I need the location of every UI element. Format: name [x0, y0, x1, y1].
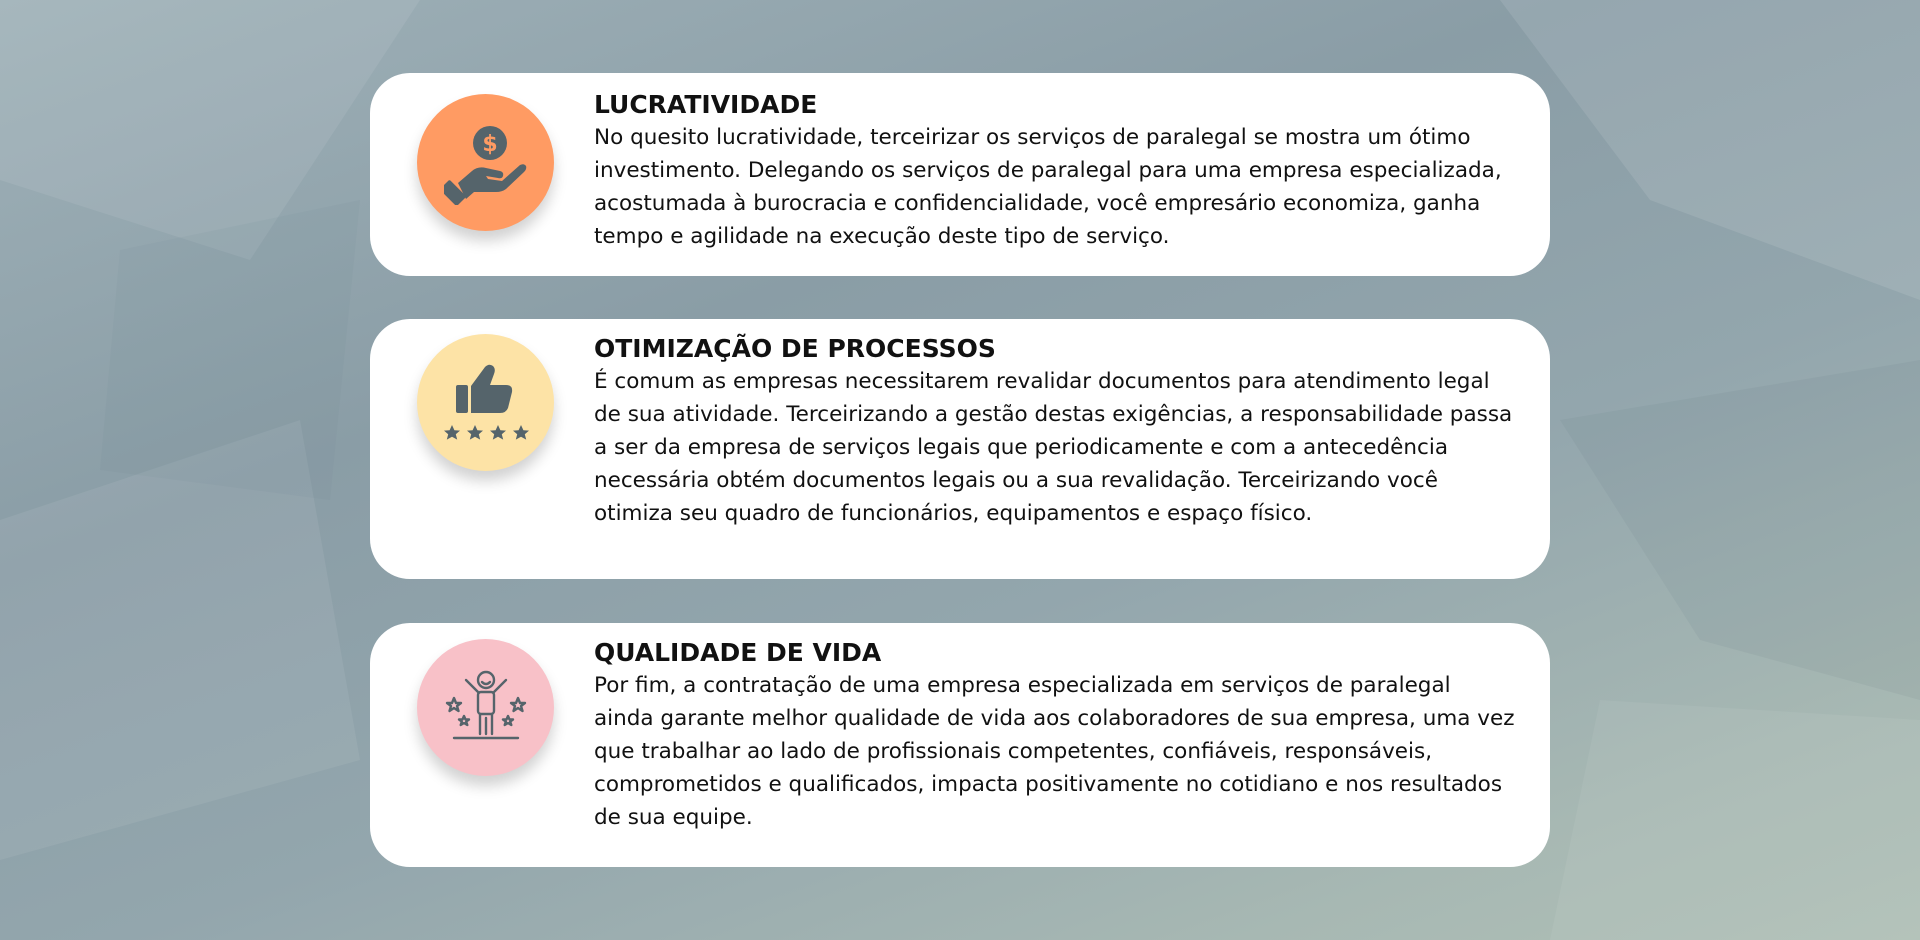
card-lucratividade	[370, 73, 1550, 276]
card-text-block	[594, 333, 1516, 530]
card-title: OTIMIZAÇÃO DE PROCESSOS	[594, 334, 996, 363]
happy-person-stars-icon	[442, 664, 530, 752]
card-title: QUALIDADE DE VIDA	[594, 638, 882, 667]
card-otimizacao	[370, 319, 1550, 579]
card-title: LUCRATIVIDADE	[594, 90, 818, 119]
card-text-block	[594, 89, 1516, 253]
card-body: É comum as empresas necessitarem revalidar documentos para atendimento legal de sua atividade. Terceirizando a gestão destas exigências, a responsabilidade passa a ser da empresa de serviços legais que periodicamente e com a antecedência necessária obtém documentos legais ou a sua revalidação. Terceirizando você otimiza seu quadro de funcionários, equipamentos e espaço físico.	[594, 369, 1513, 526]
card-qualidade-de-vida	[370, 623, 1550, 867]
thumbs-up-rating-icon	[438, 355, 534, 451]
icon-circle-lucratividade	[417, 94, 554, 231]
svg-text:$: $	[481, 131, 498, 157]
hand-money-icon	[444, 121, 528, 205]
icon-circle-otimizacao	[417, 334, 554, 471]
icon-circle-qualidade	[417, 639, 554, 776]
card-text-block	[594, 637, 1516, 834]
card-body: No quesito lucratividade, terceirizar os serviços de paralegal se mostra um ótimo investimento. Delegando os serviços de paralegal para uma empresa especializada, acostumada à burocracia e confidencialidade, você empresário economiza, ganha tempo e agilidade na execução deste tipo de serviço.	[594, 125, 1502, 249]
card-body: Por fim, a contratação de uma empresa especializada em serviços de paralegal ainda garante melhor qualidade de vida aos colaboradores de sua empresa, uma vez que trabalhar ao lado de profissionais competentes, confiáveis, responsáveis, comprometidos e qualificados, impacta positivamente no cotidiano e nos resultados de sua equipe.	[594, 673, 1515, 830]
